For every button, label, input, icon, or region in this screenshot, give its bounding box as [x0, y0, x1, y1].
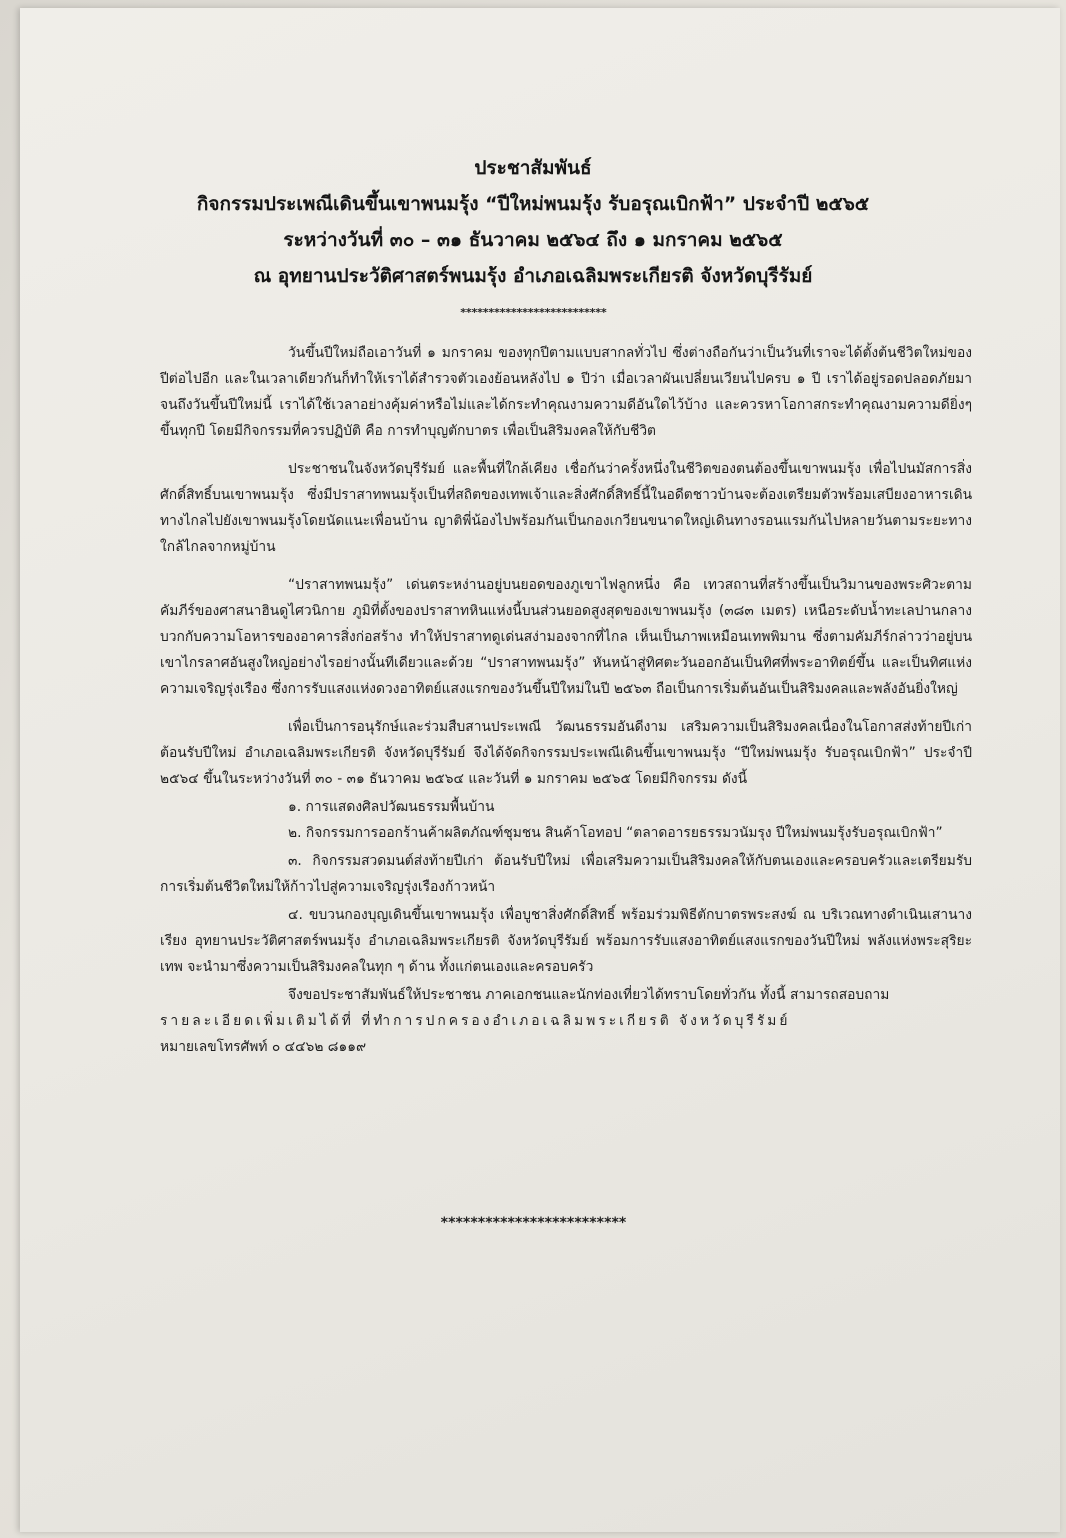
paragraph-buriram-belief: ประชาชนในจังหวัดบุรีรัมย์ และพื้นที่ใกล้เคียง เชื่อกันว่าครั้งหนึ่งในชีวิตของตนต้องขึ้นเขาพนมรุ้ง เพื่อไปนมัสการสิ่งศักดิ์สิทธิ์บนเขาพนมรุ้ง ซึ่งมีปราสาทพนมรุ้งเป็นที่สถิตของเทพเจ้าและสิ่งศักดิ์สิทธิ์นี้ในอดีตชาวบ้านจะต้องเตรียมตัวพร้อมเสบียงอาหารเดินทางไกลไปยังเขาพนมรุ้งโดยนัดแนะเพื่อนบ้าน ญาติพี่น้องไปพร้อมกันเป็นกองเกวียนขนาดใหญ่เดินทางรอนแรมกันไปหลายวันตามระยะทางใกล้ไกลจากหมู่บ้าน: [160, 461, 972, 555]
document-header: [0, 150, 1066, 294]
header-date-range: ระหว่างวันที่ ๓๐ – ๓๑ ธันวาคม ๒๕๖๔ ถึง ๑ มกราคม ๒๕๖๕: [283, 229, 783, 251]
closing-phone: หมายเลขโทรศัพท์ ๐ ๔๔๖๒ ๘๑๑๙: [160, 1039, 367, 1055]
closing-section: [160, 982, 972, 1060]
header-event-name: กิจกรรมประเพณีเดินขึ้นเขาพนมรุ้ง “ปีใหม่พนมรุ้ง รับอรุณเบิกฟ้า” ประจำปี ๒๕๖๕: [196, 193, 870, 215]
activity-item-4: ๔. ขบวนกองบุญเดินขึ้นเขาพนมรุ้ง เพื่อบูชาสิ่งศักดิ์สิทธิ์ พร้อมร่วมพิธีตักบาตรพระสงฆ์ ณ บริเวณทางดำเนินเสานางเรียง อุทยานประวัติศาสตร์พนมรุ้ง อำเภอเฉลิมพระเกียรติ จังหวัดบุรีรัมย์ พร้อมการรับแสงอาทิตย์แสงแรกของวันปีใหม่ พลังแห่งพระสุริยะเทพ จะนำมาซึ่งความเป็นสิริมงคลในทุก ๆ ด้าน ทั้งแก่ตนเองและครอบครัว: [160, 907, 972, 975]
activity-item-1: ๑. การแสดงศิลปวัฒนธรรมพื้นบ้าน: [288, 799, 495, 815]
closing-line-2: รายละเอียดเพิ่มเติมได้ที่ ที่ทำการปกครองอำเภอเฉลิมพระเกียรติ จังหวัดบุรีรัมย์: [160, 1013, 791, 1029]
header-title: ประชาสัมพันธ์: [474, 157, 592, 179]
activity-item-3: ๓. กิจกรรมสวดมนต์ส่งท้ายปีเก่า ต้อนรับปีใหม่ เพื่อเสริมความเป็นสิริมงคลให้กับตนเองและครอบครัวและเตรียมรับการเริ่มต้นชีวิตใหม่ให้ก้าวไปสู่ความเจริญรุ่งเรืองก้าวหน้า: [160, 853, 972, 895]
paragraph-new-year: วันขึ้นปีใหม่ถือเอาวันที่ ๑ มกราคม ของทุกปีตามแบบสากลทั่วไป ซึ่งต่างถือกันว่าเป็นวันที่เราจะได้ตั้งต้นชีวิตใหม่ของปีต่อไปอีก และในเวลาเดียวกันก็ทำให้เราได้สำรวจตัวเองย้อนหลังไป ๑ ปีว่า เมื่อเวลาผันเปลี่ยนเวียนไปครบ ๑ ปี เราได้อยู่รอดปลอดภัยมาจนถึงวันขึ้นปีใหม่นี้ เราได้ใช้เวลาอย่างคุ้มค่าหรือไม่และได้กระทำคุณงามความดีอันใดไว้บ้าง และควรหาโอกาสกระทำคุณงามความดียิ่งๆขึ้นทุกปี โดยมีกิจกรรมที่ควรปฏิบัติ คือ การทำบุญตักบาตร เพื่อเป็นสิริมงคลให้กับชีวิต: [160, 345, 972, 439]
paragraph-event-purpose: เพื่อเป็นการอนุรักษ์และร่วมสืบสานประเพณี วัฒนธรรมอันดีงาม เสริมความเป็นสิริมงคลเนื่องในโอกาสส่งท้ายปีเก่า ต้อนรับปีใหม่ อำเภอเฉลิมพระเกียรติ จังหวัดบุรีรัมย์ จึงได้จัดกิจกรรมประเพณีเดินขึ้นเขาพนมรุ้ง “ปีใหม่พนมรุ้ง รับอรุณเบิกฟ้า” ประจำปี ๒๕๖๔ ขึ้นในระหว่างวันที่ ๓๐ - ๓๑ ธันวาคม ๒๕๖๔ และวันที่ ๑ มกราคม ๒๕๖๕ โดยมีกิจกรรม ดังนี้: [160, 719, 972, 787]
divider-top: **************************: [459, 306, 607, 319]
document-body: [160, 340, 972, 1060]
header-location: ณ อุทยานประวัติศาสตร์พนมรุ้ง อำเภอเฉลิมพระเกียรติ จังหวัดบุรีรัมย์: [253, 265, 813, 287]
closing-line-1: จึงขอประชาสัมพันธ์ให้ประชาชน ภาคเอกชนและนักท่องเที่ยวได้ทราบโดยทั่วกัน ทั้งนี้ สามารถสอบถาม: [288, 987, 890, 1003]
paragraph-phanom-rung-castle: “ปราสาทพนมรุ้ง” เด่นตระหง่านอยู่บนยอดของภูเขาไฟลูกหนึ่ง คือ เทวสถานที่สร้างขึ้นเป็นวิมานของพระศิวะตามคัมภีร์ของศาสนาฮินดูไศวนิกาย ภูมิที่ตั้งของปราสาทหินแห่งนี้บนส่วนยอดสูงสุดของเขาพนมรุ้ง (๓๘๓ เมตร) เหนือระดับน้ำทะเลปานกลาง บวกกับความโอหารของอาคารสิ่งก่อสร้าง ทำให้ปราสาทดูเด่นสง่ามองจากที่ไกล เห็นเป็นภาพเหมือนเทพพิมาน ซึ่งตามคัมภีร์กล่าวว่าอยู่บนเขาไกรลาศอันสูงใหญ่อย่างไรอย่างนั้นทีเดียวและด้วย “ปราสาทพนมรุ้ง” หันหน้าสู่ทิศตะวันออกอันเป็นทิศที่พระอาทิตย์ขึ้น และเป็นทิศแห่งความเจริญรุ่งเรือง ซึ่งการรับแสงแห่งดวงอาทิตย์แสงแรกของวันขึ้นปีใหม่ในปี ๒๕๖๓ ถือเป็นการเริ่มต้นอันเป็นสิริมงคลและพลังอันยิ่งใหญ่: [160, 577, 972, 697]
divider-bottom: *************************: [440, 1215, 626, 1231]
activity-item-2: ๒. กิจกรรมการออกร้านค้าผลิตภัณฑ์ชุมชน สินค้าโอทอป “ตลาดอารยธรรมวนัมรุง ปีใหม่พนมรุ้งรับอรุณเบิกฟ้า”: [288, 825, 943, 841]
